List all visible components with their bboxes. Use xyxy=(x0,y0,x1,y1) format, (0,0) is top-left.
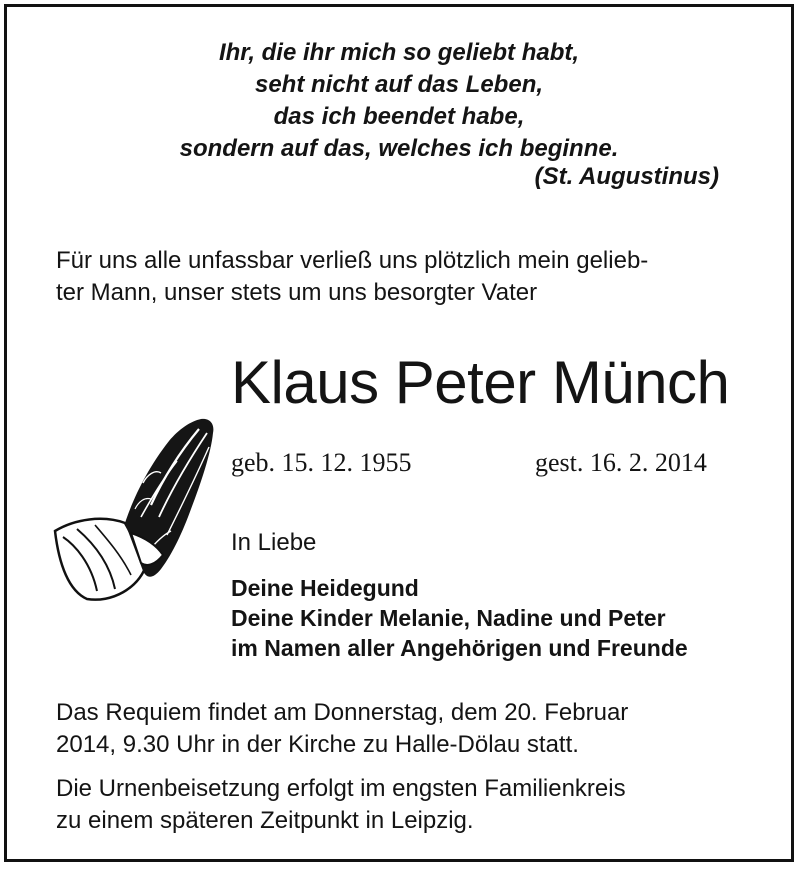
requiem-line: 2014, 9.30 Uhr in der Kirche zu Halle-Dölau statt. xyxy=(56,731,579,758)
mourners-list xyxy=(231,573,688,663)
quote-line: sondern auf das, welches ich beginne. xyxy=(179,135,619,162)
requiem-line: Das Requiem findet am Donnerstag, dem 20. Februar xyxy=(56,699,629,726)
mourners-intro: In Liebe xyxy=(231,529,317,556)
urn-line: zu einem späteren Zeitpunkt in Leipzig. xyxy=(56,807,474,834)
obituary-notice xyxy=(4,4,794,862)
urn-line: Die Urnenbeisetzung erfolgt im engsten Familienkreis xyxy=(56,775,626,802)
mourner-line: Deine Kinder Melanie, Nadine und Peter xyxy=(231,605,666,631)
mourner-line: im Namen aller Angehörigen und Freunde xyxy=(231,635,688,661)
quote-line: das ich beendet habe, xyxy=(273,103,525,130)
quote-line: Ihr, die ihr mich so geliebt habt, xyxy=(218,39,580,66)
quote-line: seht nicht auf das Leben, xyxy=(254,71,544,98)
intro-line: Für uns alle unfassbar verließ uns plötzlich mein gelieb- xyxy=(56,247,649,274)
requiem-text xyxy=(56,697,628,761)
deceased-name: Klaus Peter Münch xyxy=(231,349,730,416)
mourner-line: Deine Heidegund xyxy=(231,575,419,601)
death-date: gest. 16. 2. 2014 xyxy=(535,448,707,477)
intro-line: ter Mann, unser stets um uns besorgter Vater xyxy=(56,279,538,306)
intro-text xyxy=(56,245,648,309)
urn-burial-text xyxy=(56,773,626,837)
birth-date: geb. 15. 12. 1955 xyxy=(231,448,412,477)
quote-author: (St. Augustinus) xyxy=(534,163,719,190)
praying-hands-icon xyxy=(51,413,223,607)
quote-block xyxy=(7,37,791,165)
